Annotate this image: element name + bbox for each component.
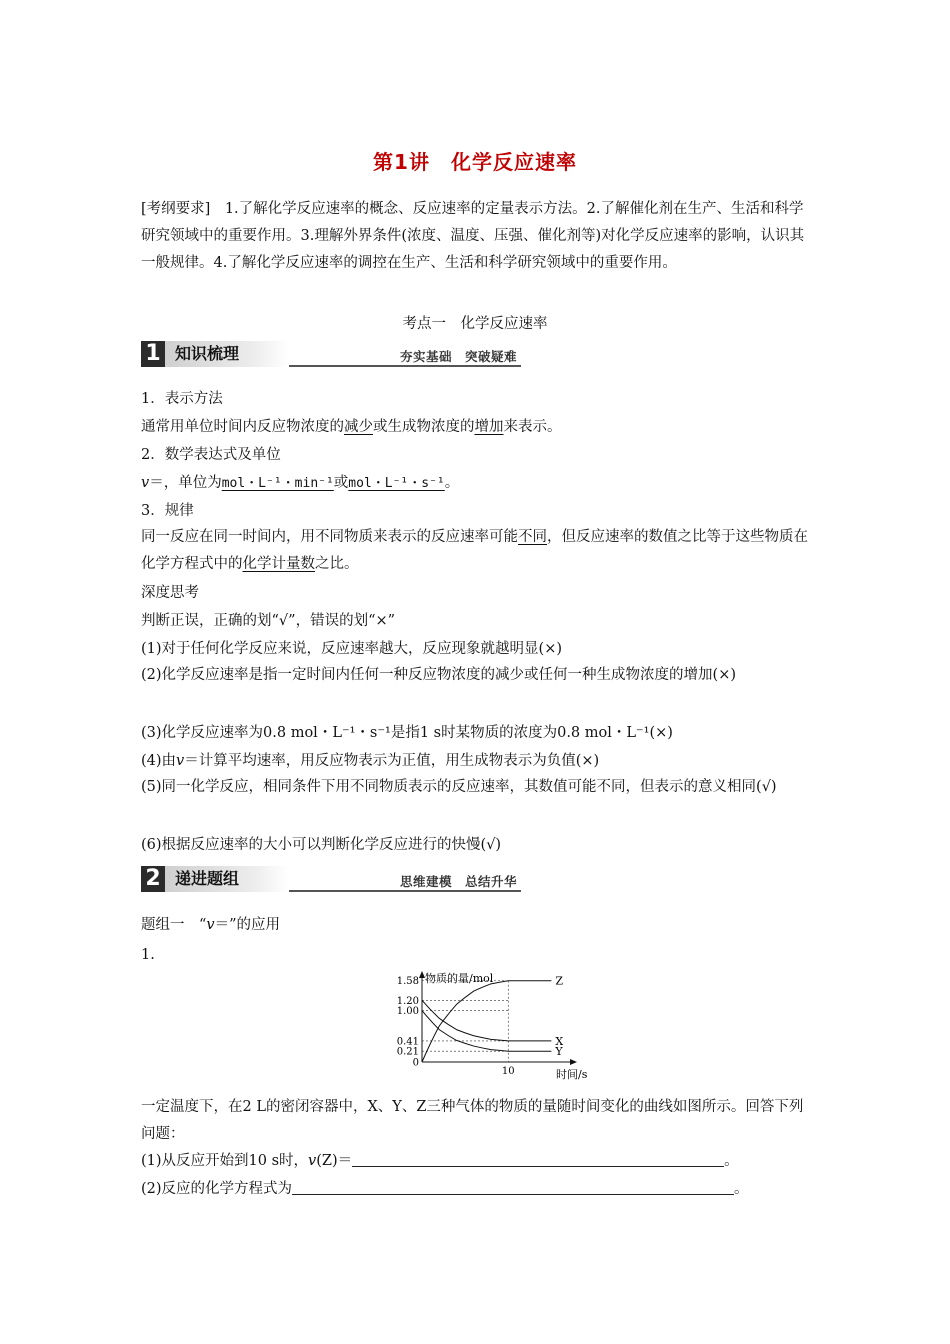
banner-subtitle: 思维建模 总结升华 — [399, 874, 517, 889]
answer-underlined: 不同 — [518, 529, 547, 545]
knowledge-heading-1: 1．表示方法 — [141, 391, 223, 407]
text: 来表示。 — [503, 419, 562, 435]
answer-blank[interactable] — [292, 1180, 734, 1195]
page-title: 第1讲 化学反应速率 — [373, 150, 577, 174]
sub-question-1 — [141, 1150, 739, 1172]
series-line-y — [422, 1011, 551, 1052]
exam-requirements — [141, 196, 811, 277]
series-label-y: Y — [555, 1045, 563, 1059]
banner-knowledge — [141, 341, 521, 367]
velocity-symbol: v — [206, 917, 215, 933]
answer-blank[interactable] — [352, 1152, 724, 1167]
deep-thinking-label: 深度思考 — [141, 585, 199, 601]
x-axis-label: 时间/s — [556, 1068, 588, 1081]
amount-time-chart — [380, 966, 588, 1086]
sub-question-2 — [141, 1178, 749, 1200]
text: (1)从反应开始到10 s时， — [141, 1153, 309, 1169]
text: ＝，单位为 — [149, 475, 222, 491]
knowledge-heading-2: 2．数学表达式及单位 — [141, 447, 281, 463]
knowledge-paragraph-3 — [141, 524, 811, 578]
banner-number: 1 — [141, 341, 165, 367]
text: (4)由 — [141, 753, 177, 769]
text: 题组一 “ — [141, 917, 207, 933]
series-line-z — [422, 981, 551, 1062]
velocity-symbol: v — [308, 1153, 317, 1169]
requirements-text: 1.了解化学反应速率的概念、反应速率的定量表示方法。2.了解催化剂在生产、生活和科学研究领域中的重要作用。3.理解外界条件(浓度、温度、压强、催化剂等)对化学反应速率的影响，认识其一般规律。4.了解化学反应速率的调控在生产、生活和科学研究领域中的重要作用。 — [141, 201, 805, 271]
text: (Z)＝ — [316, 1153, 353, 1169]
question-5: (5)同一化学反应，相同条件下用不同物质表示的反应速率，其数值可能不同，但表示的意义相同(√) — [141, 779, 777, 795]
text: 。 — [724, 1153, 739, 1169]
text: ＝”的应用 — [214, 917, 281, 933]
text: 之比。 — [315, 556, 359, 572]
problem-stem: 一定温度下，在2 L的密闭容器中，X、Y、Z三种气体的物质的量随时间变化的曲线如图所示。回答下列问题： — [141, 1099, 804, 1142]
banner-rule — [289, 365, 521, 367]
problem-group-title — [141, 914, 280, 936]
question-4 — [141, 750, 599, 772]
y-tick-label: 0.41 — [396, 1036, 419, 1048]
banner-problems — [141, 866, 521, 892]
answer-underlined: mol・L⁻¹・min⁻¹ — [221, 476, 334, 491]
y-tick-label: 1.00 — [396, 1006, 419, 1018]
series-label-z: Z — [555, 974, 564, 988]
question-3: (3)化学反应速率为0.8 mol・L⁻¹・s⁻¹是指1 s时某物质的浓度为0.8 mol・L⁻¹(×) — [141, 725, 673, 741]
judge-instruction: 判断正误，正确的划“√”，错误的划“×” — [141, 613, 396, 629]
banner-rule — [289, 890, 521, 892]
answer-underlined: 减少 — [344, 419, 373, 435]
text: 通常用单位时间内反应物浓度的 — [141, 419, 344, 435]
text: 同一反应在同一时间内，用不同物质来表示的反应速率可能 — [141, 529, 518, 545]
question-1: (1)对于任何化学反应来说，反应速率越大，反应现象就越明显(×) — [141, 641, 563, 657]
y-tick-label: 1.58 — [396, 976, 419, 988]
x-axis-arrow — [570, 1059, 577, 1065]
banner-subtitle: 夯实基础 突破疑难 — [399, 349, 517, 364]
velocity-symbol: v — [176, 753, 185, 769]
banner-label: 递进题组 — [165, 866, 289, 892]
problem-number: 1. — [141, 947, 155, 963]
text: 。 — [444, 475, 460, 491]
banner-label: 知识梳理 — [165, 341, 289, 367]
y-tick-label: 0.21 — [396, 1046, 419, 1058]
requirements-tag: [考纲要求] — [141, 201, 211, 217]
question-2: (2)化学反应速率是指一定时间内任何一种反应物浓度的减少或任何一种生成物浓度的增加(×) — [141, 667, 736, 683]
question-6: (6)根据反应速率的大小可以判断化学反应进行的快慢(√) — [141, 837, 502, 853]
text: 。 — [734, 1181, 749, 1197]
answer-underlined: 增加 — [474, 419, 504, 435]
text: ＝计算平均速率，用反应物表示为正值，用生成物表示为负值(×) — [184, 753, 600, 769]
knowledge-heading-3: 3．规律 — [141, 503, 194, 519]
series-line-x — [422, 1000, 551, 1041]
text: 或生成物浓度的 — [373, 419, 475, 435]
answer-underlined: 化学计量数 — [242, 556, 315, 572]
text: ，但反应速率的数值之比等于这些物质在化学方程式中的 — [141, 529, 808, 572]
text: 或 — [333, 475, 349, 491]
knowledge-paragraph-1 — [141, 416, 562, 438]
banner-number: 2 — [141, 866, 165, 892]
y-tick-label: 1.20 — [396, 995, 419, 1007]
knowledge-paragraph-2 — [141, 472, 459, 495]
text: (2)反应的化学方程式为 — [141, 1181, 293, 1197]
section-heading: 考点一 化学反应速率 — [402, 316, 548, 332]
x-tick-label: 10 — [501, 1066, 515, 1077]
answer-underlined: mol・L⁻¹・s⁻¹ — [348, 476, 445, 491]
y-tick-label: 0 — [412, 1057, 419, 1069]
velocity-symbol: v — [141, 475, 150, 491]
y-axis-label: 物质的量/mol — [425, 972, 494, 985]
series-label-x: X — [555, 1034, 564, 1048]
